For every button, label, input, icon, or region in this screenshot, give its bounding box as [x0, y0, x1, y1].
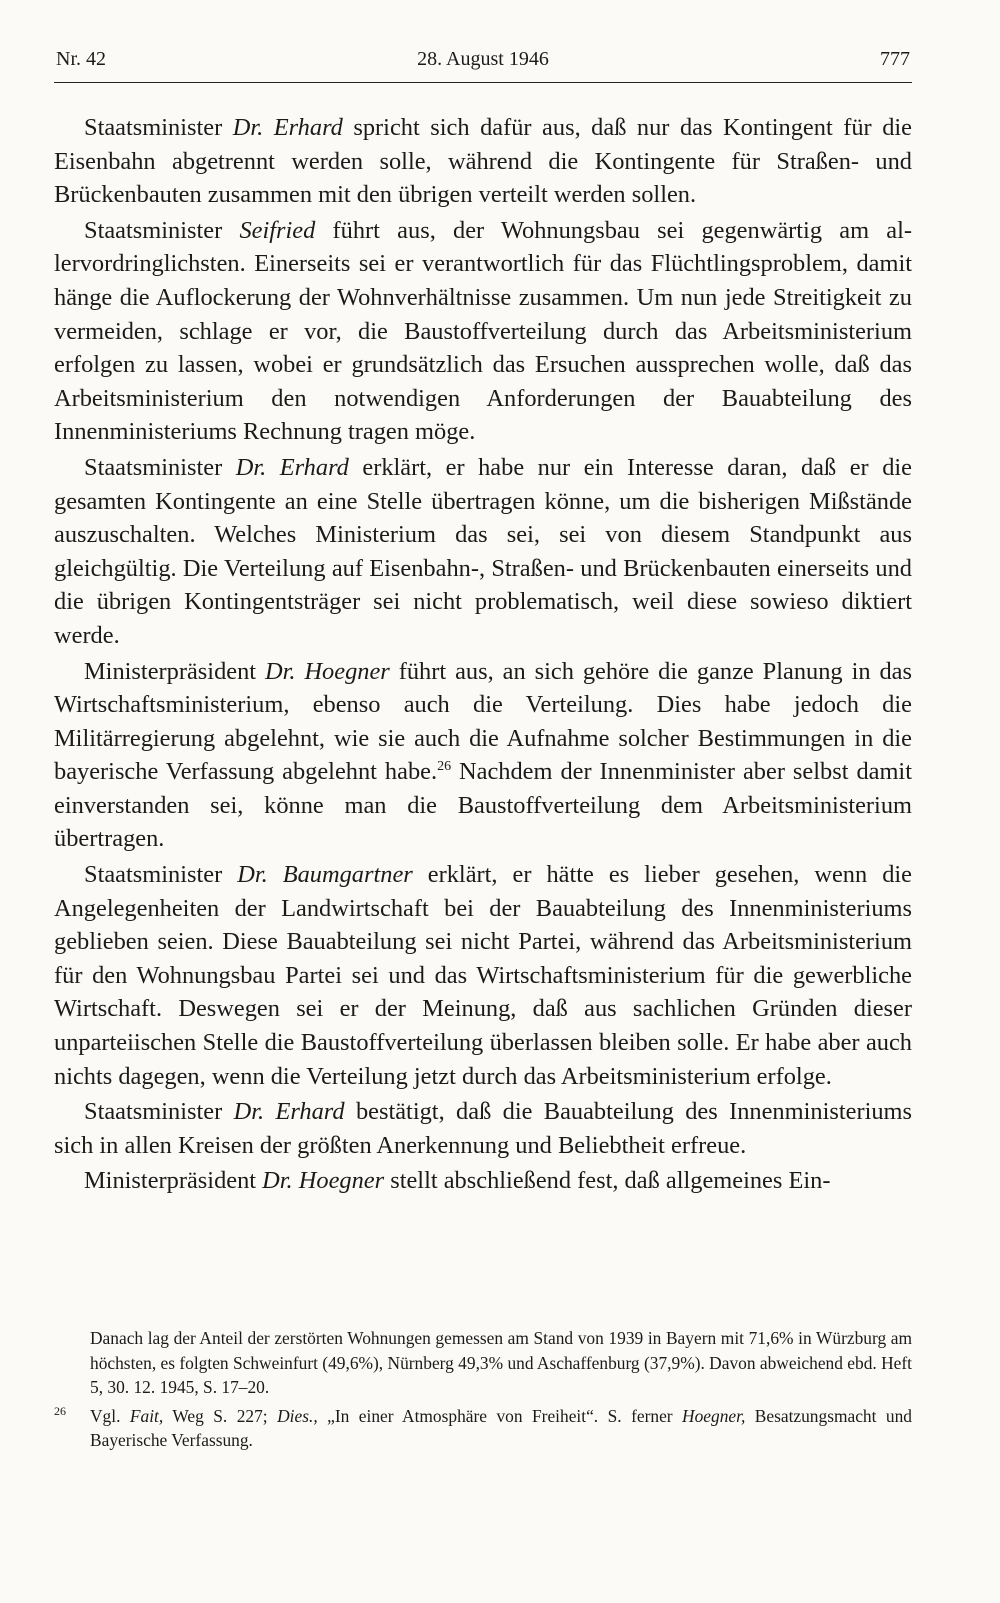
paragraph-3: Staatsminister Dr. Erhard erklärt, er habe nur ein Interesse daran, daß er die gesamten Kontingente an eine Stelle übertragen könne, um die bisherigen Mißstände auszuschalten. Welches Ministerium das sei, sei von diesem Standpunkt aus gleichgültig. Die Verteilung auf Eisenbahn-, Straßen- und Brückenbauten einerseits und die übrigen Kontingentsträger sei nicht problematisch, weil diese sowieso diktiert werde.: [54, 453, 912, 649]
speaker-name: Dr. Hoegner: [262, 1167, 385, 1195]
running-head: [54, 38, 912, 83]
footnote-ref-26[interactable]: 26: [437, 759, 452, 775]
footnote-number: 26: [54, 1403, 66, 1418]
paragraph-7: Ministerpräsident Dr. Hoegner stellt abschließend fest, daß allgemeines Ein-: [84, 1167, 831, 1195]
page-number: 777: [880, 48, 910, 70]
speaker-name: Dr. Erhard: [233, 1098, 345, 1126]
paragraph-6: Staatsminister Dr. Erhard bestätigt, daß die Bauabteilung des Innenministeriums sich in allen Kreisen der größten Anerkennung und Beliebtheit erfreue.: [54, 1098, 913, 1159]
body-text: [54, 111, 912, 1198]
issue-number: Nr. 42: [56, 48, 106, 70]
speaker-name: Dr. Erhard: [232, 114, 343, 141]
paragraph-1: Staatsminister Dr. Erhard spricht sich dafür aus, daß nur das Kontingent für die Eisenbahn abgetrennt werden solle, während die Kontingente für Straßen- und Brückenbauten zusammen mit den übrigen verteilt werden sollen.: [54, 114, 912, 209]
footnote-26: 26 Vgl. Fait, Weg S. 227; Dies., „In einer Atmosphäre von Freiheit“. S. ferner Hoegner, Besatzungsmacht und Bayerische Verfassung.: [54, 1404, 912, 1453]
paragraph-2: Staatsminister Seifried führt aus, der Wohnungsbau sei gegenwärtig am allervordringlichsten. Einerseits sei er verantwortlich für das Flüchtlingsproblem, damit hänge die Auflockerung der Wohnverhältnisse zusammen. Um nun jede Streitigkeit zu vermeiden, schlage er vor, die Baustoffverteilung durch das Arbeitsministerium erfolgen zu lassen, wobei er grundsätzlich das Ersuchen aussprechen wolle, daß das Arbeitsministerium den notwendigen Anforderungen der Bauabteilung des Innenministeriums Rechnung tragen möge.: [54, 216, 913, 446]
footnote-continuation: Danach lag der Anteil der zerstörten Wohnungen gemessen am Stand von 1939 in Bayern mit 71,6% in Würzburg am höchsten, es folgten Schweinfurt (49,6%), Nürnberg 49,3% und Aschaffenburg (37,9%). Davon abweichend ebd. Heft 5, 30. 12. 1945, S. 17–20.: [90, 1328, 912, 1398]
speaker-name: Dr. Erhard: [235, 453, 349, 481]
issue-date: 28. August 1946: [417, 48, 549, 70]
paragraph-4: Ministerpräsident Dr. Hoegner führt aus, an sich gehöre die ganze Planung in das Wirtschaftsministerium, ebenso auch die Verteilung. Dies habe jedoch die Militärregierung abgelehnt, wie sie auch die Aufnahme solcher Bestimmungen in die bayerische Verfassung abgelehnt habe.$^{26}$ Nachdem der Innenminister aber selbst damit einverstanden sei, könne man die Baustoffverteilung dem Arbeitsministerium übertragen.: [54, 657, 912, 853]
speaker-name: Seifried: [239, 216, 316, 244]
speaker-name: Dr. Baumgartner: [237, 861, 413, 889]
footnotes: [54, 1326, 912, 1457]
page: [54, 38, 912, 1200]
paragraph-5: Staatsminister Dr. Baumgartner erklärt, er hätte es lieber gesehen, wenn die Angelegenheiten der Landwirtschaft bei der Bauabteilung des Innenministeriums geblieben seien. Diese Bauabteilung sei nicht Partei, während das Arbeitsministerium für den Wohnungsbau Partei sei und das Wirtschaftsministerium für die gewerbliche Wirtschaft. Deswegen sei er der Meinung, daß aus sachlichen Gründen dieser unparteiischen Stelle die Baustoffverteilung überlassen bleiben solle. Er habe aber auch nichts dagegen, wenn die Verteilung jetzt durch das Arbeitsministerium erfolge.: [54, 861, 912, 1090]
speaker-name: Dr. Hoegner: [265, 657, 390, 685]
